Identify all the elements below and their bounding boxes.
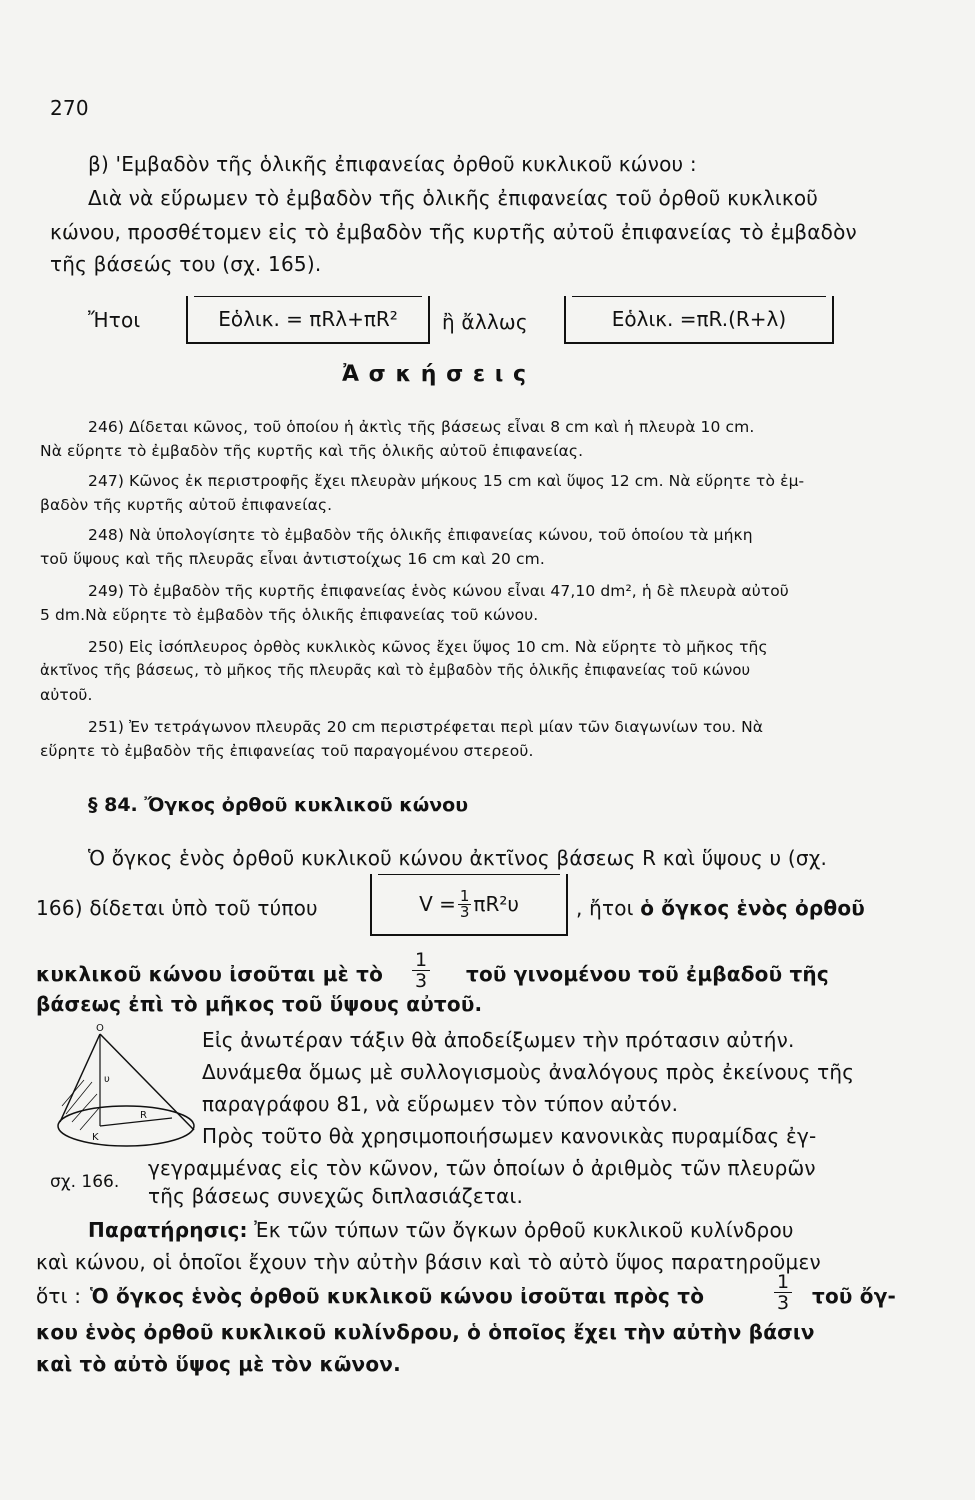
observation-line-1 [88, 1218, 794, 1242]
section-b-line-2: κώνου, προσθέτομεν εἰς τὸ ἐμβαδὸν τῆς κυρτῆς αὐτοῦ ἐπιφανείας τὸ ἐμβαδὸν [50, 220, 857, 244]
observation-line-5: καὶ τὸ αὐτὸ ὕψος μὲ τὸν κῶνον. [36, 1352, 401, 1376]
exercise-246-line-2: Νὰ εὕρητε τὸ ἐμβαδὸν τῆς κυρτῆς καὶ τῆς ὁλικῆς αὐτοῦ ἐπιφανείας. [40, 442, 584, 460]
formula-fraction [458, 886, 472, 921]
cone-volume-formula-box [370, 874, 568, 936]
observation-line-1-text: Ἐκ τῶν τύπων τῶν ὄγκων ὀρθοῦ κυκλικοῦ κυλίνδρου [247, 1218, 794, 1242]
page-number: 270 [50, 96, 89, 120]
exercise-246-line-1: 246) Δίδεται κῶνος, τοῦ ὁποίου ἡ ἀκτὶς τῆς βάσεως εἶναι 8 cm καὶ ἡ πλευρὰ 10 cm. [88, 418, 755, 436]
observation-fraction [774, 1272, 792, 1313]
section-84-para-3-line-1: Πρὸς τοῦτο θὰ χρησιμοποιήσωμεν κανονικὰς πυραμίδας ἐγ- [202, 1124, 817, 1148]
bold-statement-line-2: βάσεως ἐπὶ τὸ μῆκος τοῦ ὕψους αὐτοῦ. [36, 992, 483, 1016]
exercise-250-line-2: ἀκτῖνος τῆς βάσεως, τὸ μῆκος τῆς πλευρᾶς καὶ τὸ ἐμβαδὸν τῆς ὁλικῆς ἐπιφανείας τοῦ κώνου [40, 662, 751, 679]
exercises-title: Ἀ σ κ ή σ ε ι ς [342, 362, 528, 387]
formula-rhs: πR²υ [473, 892, 519, 916]
section-84-para-3-line-3: τῆς βάσεως συνεχῶς διπλασιάζεται. [148, 1184, 524, 1208]
formula-fraction-numerator: 1 [459, 886, 470, 905]
figure-166-caption: σχ. 166. [50, 1172, 120, 1192]
section-84-para-3-line-2: γεγραμμένας εἰς τὸν κῶνον, τῶν ὁποίων ὁ ἀριθμὸς τῶν πλευρῶν [148, 1156, 816, 1180]
exercise-249-line-1: 249) Τὸ ἐμβαδὸν τῆς κυρτῆς ἐπιφανείας ἑνὸς κώνου εἶναι 47,10 dm², ἡ δὲ πλευρὰ αὐτοῦ [88, 582, 789, 600]
section-84-para-1-line-2-end [576, 896, 865, 920]
observation-line-4: κου ἑνὸς ὀρθοῦ κυκλικοῦ κυλίνδρου, ὁ ὁποῖος ἔχει τὴν αὐτὴν βάσιν [36, 1320, 815, 1344]
figure-height-label: υ [104, 1074, 110, 1085]
observation-fraction-denominator: 3 [777, 1292, 790, 1314]
formula-or: ἢ ἄλλως [442, 310, 528, 334]
exercise-250-line-3: αὐτοῦ. [40, 686, 93, 704]
section-84-para-2-line-2: Δυνάμεθα ὅμως μὲ συλλογισμοὺς ἀναλόγους πρὸς ἐκείνους τῆς [202, 1060, 855, 1084]
bold-statement-line-1a: κυκλικοῦ κώνου ἰσοῦται μὲ τὸ [36, 962, 384, 986]
section-84-heading: § 84. Ὄγκος ὀρθοῦ κυκλικοῦ κώνου [88, 794, 469, 816]
observation-fraction-numerator: 1 [774, 1272, 792, 1293]
figure-radius-label: R [140, 1110, 147, 1121]
section-84-para-2-line-1: Εἰς ἀνωτέραν τάξιν θὰ ἀποδείξωμεν τὴν πρότασιν αὐτήν. [202, 1028, 795, 1052]
total-area-alt-formula: Εὁλικ. =πR.(R+λ) [611, 307, 787, 331]
exercise-247-line-1: 247) Κῶνος ἐκ περιστροφῆς ἔχει πλευρὰν μήκους 15 cm καὶ ὕψος 12 cm. Νὰ εὕρητε τὸ ἐμ- [88, 472, 805, 490]
bold-statement-fraction [412, 950, 430, 991]
exercise-251-line-1: 251) Ἐν τετράγωνον πλευρᾶς 20 cm περιστρέφεται περὶ μίαν τῶν διαγωνίων του. Νὰ [88, 718, 764, 736]
formula-fraction-denominator: 3 [459, 902, 470, 921]
observation-line-3c: τοῦ ὄγ- [812, 1284, 897, 1308]
exercise-251-line-2: εὕρητε τὸ ἐμβαδὸν τῆς ἐπιφανείας τοῦ παραγομένου στερεοῦ. [40, 742, 534, 760]
section-84-para-2-line-3: παραγράφου 81, νὰ εὕρωμεν τὸν τύπον αὐτόν. [202, 1092, 679, 1116]
section-b-line-1: Διὰ νὰ εὕρωμεν τὸ ἐμβαδὸν τῆς ὁλικῆς ἐπιφανείας τοῦ ὀρθοῦ κυκλικοῦ [88, 186, 819, 210]
exercise-247-line-2: βαδὸν τῆς κυρτῆς αὐτοῦ ἐπιφανείας. [40, 496, 333, 514]
section-84-para-1-line-1: Ὁ ὄγκος ἑνὸς ὀρθοῦ κυκλικοῦ κώνου ἀκτῖνος βάσεως R καὶ ὕψους υ (σχ. [88, 846, 828, 870]
figure-apex-label: Ο [96, 1023, 104, 1034]
formula-lhs: V = [419, 892, 456, 916]
total-area-formula-box [186, 296, 430, 344]
section-b-heading: β) 'Εμβαδὸν τῆς ὁλικῆς ἐπιφανείας ὀρθοῦ κυκλικοῦ κώνου : [88, 152, 697, 176]
exercise-249-line-2: 5 dm.Νὰ εὕρητε τὸ ἐμβαδὸν τῆς ὁλικῆς ἐπιφανείας τοῦ κώνου. [40, 606, 539, 624]
total-area-formula: Εὁλικ. = πRλ+πR² [218, 307, 398, 331]
para-1-line-2-text: , ἤτοι ὁ ὄγκος ἑνὸς ὀρθοῦ [576, 896, 865, 920]
section-b-line-3: τῆς βάσεώς του (σχ. 165). [50, 252, 322, 276]
observation-line-3a: ὅτι : [36, 1284, 82, 1308]
observation-line-3b: Ὁ ὄγκος ἑνὸς ὀρθοῦ κυκλικοῦ κώνου ἰσοῦται πρὸς τὸ [90, 1284, 705, 1308]
bold-fraction-numerator: 1 [412, 950, 430, 971]
observation-label: Παρατήρησις: [88, 1218, 248, 1242]
exercise-248-line-2: τοῦ ὕψους καὶ τῆς πλευρᾶς εἶναι ἀντιστοίχως 16 cm καὶ 20 cm. [40, 550, 545, 568]
exercise-250-line-1: 250) Εἰς ἰσόπλευρος ὀρθὸς κυκλικὸς κῶνος ἔχει ὕψος 10 cm. Νὰ εὕρητε τὸ μῆκος τῆς [88, 638, 768, 656]
observation-line-2: καὶ κώνου, οἱ ὁποῖοι ἔχουν τὴν αὐτὴν βάσιν καὶ τὸ αὐτὸ ὕψος παρατηροῦμεν [36, 1250, 821, 1274]
bold-statement-line-1b: τοῦ γινομένου τοῦ ἐμβαδοῦ τῆς [466, 962, 829, 986]
section-84-para-1-line-2: 166) δίδεται ὑπὸ τοῦ τύπου [36, 896, 318, 920]
figure-center-label: Κ [92, 1132, 99, 1143]
cone-figure-166 [52, 1022, 202, 1152]
formula-intro: Ἤτοι [88, 308, 141, 332]
exercise-248-line-1: 248) Νὰ ὑπολογίσητε τὸ ἐμβαδὸν τῆς ὁλικῆς ἐπιφανείας κώνου, τοῦ ὁποίου τὰ μήκη [88, 526, 753, 544]
total-area-alt-formula-box [564, 296, 834, 344]
bold-fraction-denominator: 3 [415, 970, 428, 992]
